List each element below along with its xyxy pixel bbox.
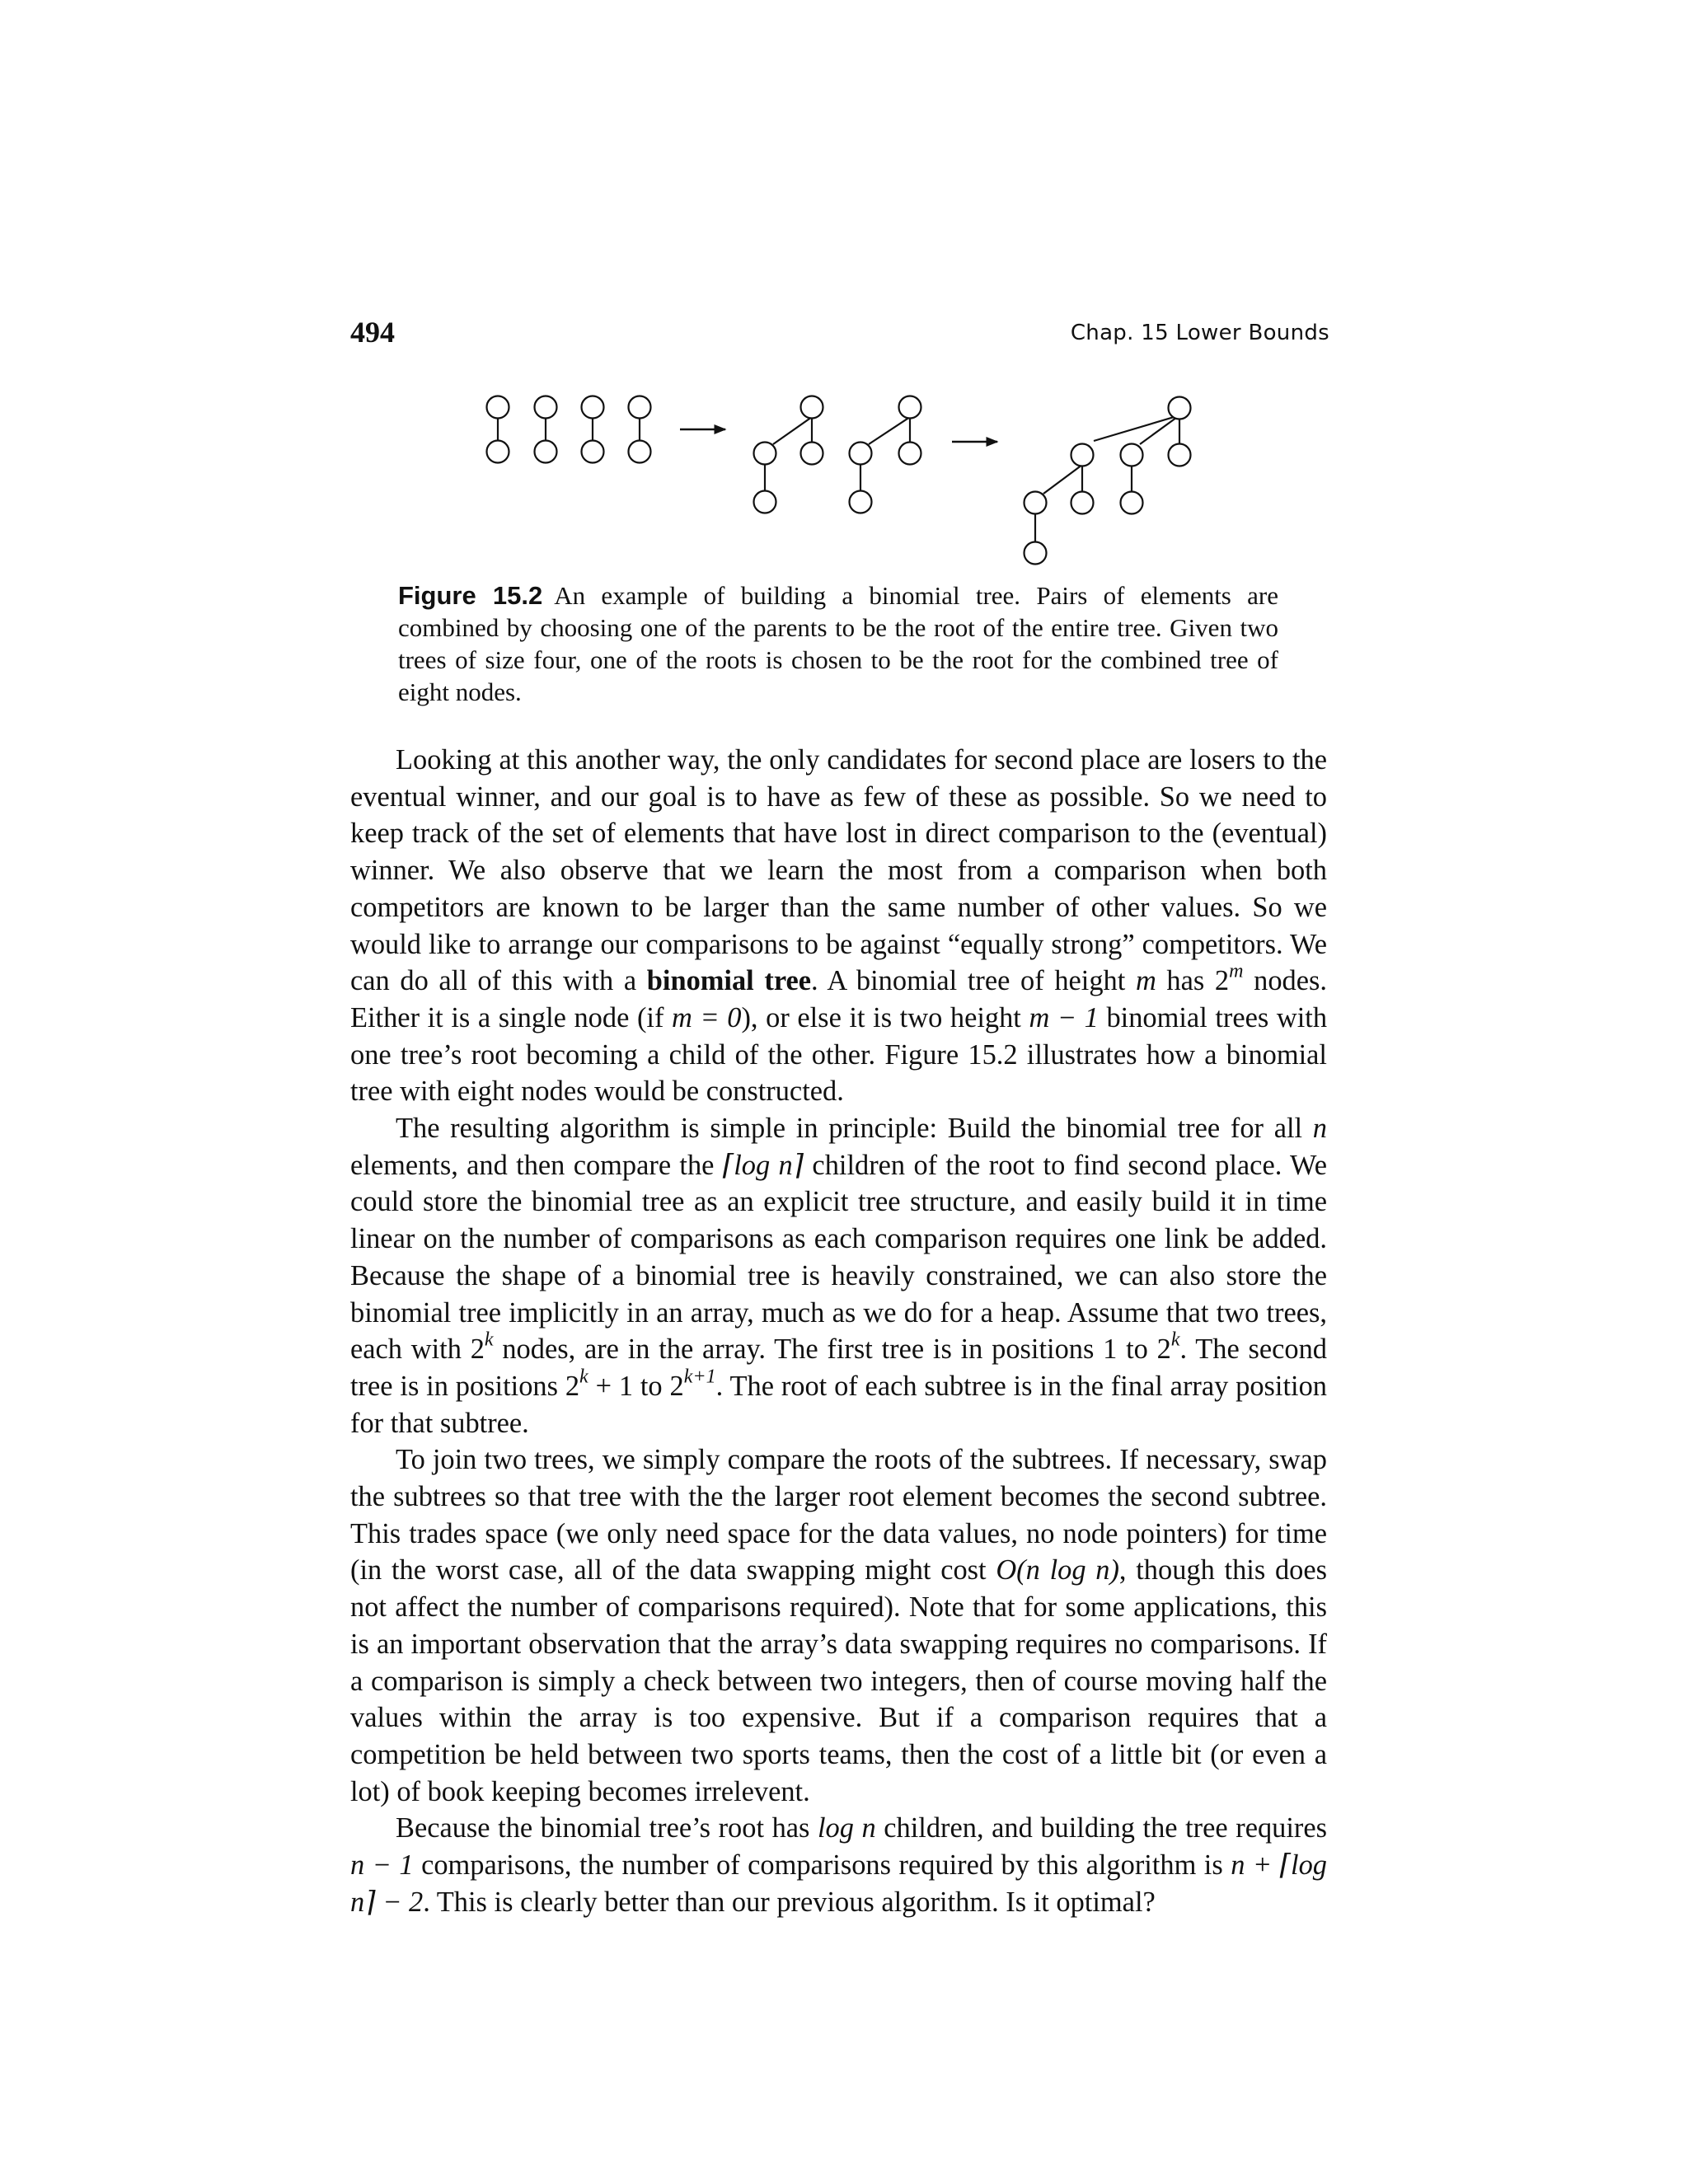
figure-caption (398, 579, 1278, 708)
text-run: children of the root to find second place. We could store the binomial tree as an explicit tree structure, and easily build it in time linear on the number of comparisons as each comparison requires one link be added. Because the shape of a binomial tree is heavily constrained, we can also store the binomial tree implicitly in an array, much as we do for a heap. Assume that two trees, each with (350, 1149, 1327, 1366)
math-var: m (1135, 965, 1156, 997)
math-number: 2 (1156, 1333, 1171, 1366)
pair-tree (582, 396, 604, 463)
text-run: The resulting algorithm is simple in principle: Build the binomial tree for all (396, 1113, 1313, 1145)
text-run: , though this does not affect the number of comparisons required). Note that for some applications, this is an important observation that the array’s data swapping requires no comparisons. If a comparison is simply a check between two integers, then of course moving half the values within the array is too expensive. But if a comparison requires that a competition be held between two sports teams, then the cost of a little bit (or even a lot) of book keeping becomes irrelevent. (350, 1554, 1327, 1807)
math-number: 2 (669, 1370, 684, 1402)
text-run: ), or else it is two height (741, 1001, 1029, 1033)
pair-tree (535, 396, 557, 463)
body-text (350, 742, 1327, 1921)
binomial-tree-figure (0, 0, 1688, 593)
stage-two-trees (754, 396, 921, 513)
pair-tree (629, 396, 651, 463)
math-superscript: k (1170, 1329, 1180, 1351)
paragraph (350, 1441, 1327, 1810)
math-expr: m − 1 (1029, 1001, 1099, 1033)
figure-label: Figure 15.2 (398, 581, 543, 610)
math-number: 2 (565, 1370, 580, 1402)
text-run: elements, and then compare the (350, 1149, 723, 1181)
paragraph (350, 1110, 1327, 1441)
eight-node-binomial-tree (1025, 397, 1191, 565)
math-superscript: k+1 (683, 1366, 716, 1388)
stage-one-pairs (487, 396, 651, 463)
math-number: 2 (1214, 965, 1230, 997)
caption-text: An example of building a binomial tree. Pairs of elements are combined by choosing one of the parents to be the root of the entire tree. Given two trees of size four, one of the roots is chosen to be the root for the combined tree of eight nodes. (398, 581, 1278, 706)
math-superscript: k (484, 1329, 494, 1351)
page-number: 494 (350, 316, 395, 349)
four-node-tree (850, 396, 921, 513)
text-run: . The root of each subtree is in the final array position for that subtree. (350, 1370, 1327, 1439)
math-expr: n − 1 (350, 1849, 414, 1882)
math-superscript: k (579, 1366, 588, 1388)
pair-tree (487, 396, 509, 463)
math-var: n (1312, 1113, 1327, 1145)
text-run: To join two trees, we simply compare the roots of the subtrees. If necessary, swap the subtrees so that tree with the the larger root element becomes the second subtree. This trades space (we only need space for the data values, no node pointers) for time (in the worst case, all of the data swapping might cost (350, 1444, 1327, 1586)
math-superscript: m (1229, 960, 1244, 982)
text-run: . This is clearly better than our previous algorithm. Is it optimal? (423, 1886, 1156, 1918)
text-run: . A binomial tree of height (811, 965, 1136, 997)
math-expr: n + ⌈log n⌉ − 2 (350, 1849, 1327, 1918)
text-run: to (633, 1370, 670, 1402)
paragraph (350, 1810, 1327, 1920)
text-run: Looking at this another way, the only candidates for second place are losers to the eventual winner, and our goal is to have as few of these as possible. So we need to keep track of the set of elements that have lost in direct comparison to the (eventual) winner. We also observe that we learn the most from a comparison when both competitors are known to be larger than the same number of other values. So we would like to arrange our comparisons to be against “equally strong” competitors. We can do all of this with a (350, 744, 1327, 997)
four-node-tree (754, 396, 823, 513)
math-expr: + 1 (588, 1370, 634, 1402)
text-run: Because the binomial tree’s root has (396, 1812, 818, 1844)
defined-term: binomial tree (646, 965, 811, 997)
running-head: Chap. 15 Lower Bounds (1070, 321, 1329, 345)
math-expr: log n (817, 1812, 876, 1844)
text-run: children, and building the tree requires (875, 1812, 1327, 1844)
text-run: binomial trees with one tree’s root becoming a child of the other. Figure 15.2 illustrates how a binomial tree with eight nodes would be constructed. (350, 1001, 1328, 1108)
paragraph (350, 742, 1327, 1110)
math-expr: ⌈log n⌉ (722, 1149, 804, 1181)
text-run: nodes. Either it is a single node (if (350, 965, 1327, 1033)
text-run: nodes, are in the array. The first tree is in positions 1 to (493, 1333, 1157, 1366)
math-expr: O(n log n) (996, 1554, 1119, 1586)
math-number: 2 (470, 1333, 485, 1366)
text-run: . The second tree is in positions (350, 1333, 1328, 1402)
text-run: comparisons, the number of comparisons required by this algorithm is (413, 1849, 1231, 1882)
math-expr: m = 0 (672, 1001, 742, 1033)
text-run: has (1156, 965, 1215, 997)
